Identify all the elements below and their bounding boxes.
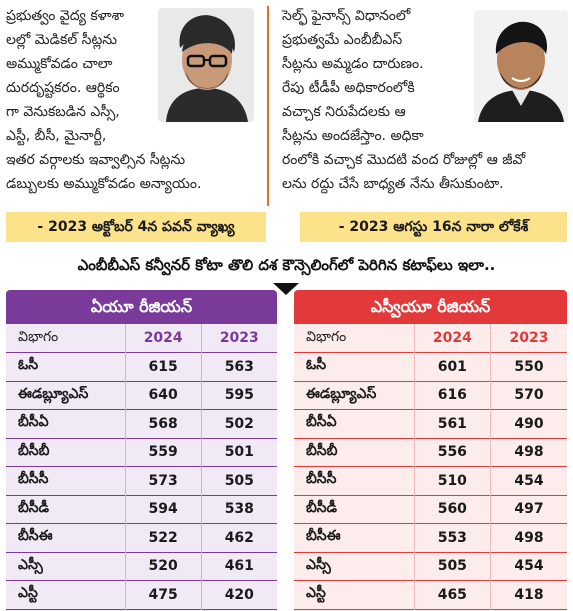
table-row (6, 410, 277, 439)
nara-lokesh-photo (474, 10, 568, 122)
table-row (6, 381, 277, 410)
cutoff-2023: 550 (514, 358, 544, 375)
au-cutoff-table (6, 324, 277, 610)
row-category: ఓసీ (294, 353, 414, 382)
row-category: బీసీడీ (6, 495, 125, 524)
table-row (6, 438, 277, 467)
cutoff-2024: 568 (125, 410, 201, 439)
row-category: బీసీఈ (6, 524, 125, 553)
table-row (294, 353, 567, 382)
cutoff-2024: 594 (125, 495, 201, 524)
cutoff-2023: 498 (514, 529, 544, 546)
table-header-row (294, 324, 567, 353)
table-header-row (6, 324, 277, 353)
cutoff-2024: 616 (414, 381, 490, 410)
row-category: ఎస్టీ (294, 581, 414, 610)
table-row (6, 467, 277, 496)
cutoff-2024: 505 (414, 552, 490, 581)
column-header-2023: 2023 (509, 330, 549, 346)
cutoff-2024: 475 (125, 581, 201, 610)
cutoff-2023: 595 (224, 387, 254, 404)
column-header-category: విభాగం (6, 324, 125, 353)
cutoff-2023: 501 (224, 444, 254, 461)
table-row (6, 524, 277, 553)
au-region-title: ఏయూ రీజియన్ (6, 290, 277, 324)
cutoff-2024: 465 (414, 581, 490, 610)
column-header-2024: 2024 (125, 324, 201, 353)
table-row (6, 552, 277, 581)
pawan-kalyan-photo (158, 8, 254, 122)
svu-region-panel (294, 290, 567, 611)
table-row (6, 581, 277, 610)
cutoff-2023: 490 (514, 415, 544, 432)
cutoff-2024: 640 (125, 381, 201, 410)
cutoff-2023: 563 (224, 358, 254, 375)
column-header-2024: 2024 (414, 324, 490, 353)
svu-region-body (294, 324, 567, 611)
quote-right: సెల్ఫ్ ఫైనాన్స్ విధానంలో ప్రభుత్వమే ఎంబీబీఎస్ సీట్లను అమ్మడం దారుణం. రేపు టీడీపీ అధికారంలోకి వచ్చాక నిరుపేదలకు ఆ సీట్లను అందజేస్తాం. అధికా రంలోకి వచ్చాక మొదటి వంద రోజుల్లో ఆ జీవో లను రద్దు చేసే బాధ్యత నేను తీసుకుంటా. (282, 8, 526, 192)
cutoff-2023: 461 (224, 558, 254, 575)
cutoff-2024: 520 (125, 552, 201, 581)
row-category: ఎస్సీ (6, 552, 125, 581)
headline: ఎంబీబీఎస్ కన్వీనర్ కోటా తొలి దశ కౌన్సెలింగ్‌లో పెరిగిన కటాఫ్‌లు ఇలా.. (77, 256, 496, 274)
row-category: ఓసీ (6, 353, 125, 382)
cutoff-2024: 559 (125, 438, 201, 467)
cutoff-2023: 497 (514, 501, 544, 518)
au-region-panel (6, 290, 277, 611)
portrait-right-icon (474, 10, 568, 122)
cutoff-2023: 502 (224, 415, 254, 432)
cutoff-2023: 505 (224, 472, 254, 489)
attribution-left: - 2023 అక్టోబర్ 4న పవన్ వ్యాఖ్య (6, 212, 266, 242)
table-row (294, 410, 567, 439)
row-category: బీసీసీ (294, 467, 414, 496)
cutoff-2023: 418 (514, 586, 544, 603)
cutoff-2023: 538 (224, 501, 254, 518)
row-category: బీసీఏ (6, 410, 125, 439)
cutoff-2023: 454 (514, 472, 544, 489)
table-row (6, 353, 277, 382)
row-category: బీసీబీ (6, 438, 125, 467)
cutoff-2024: 510 (414, 467, 490, 496)
portrait-left-icon (158, 8, 254, 122)
cutoff-2024: 560 (414, 495, 490, 524)
table-row (294, 495, 567, 524)
svu-cutoff-table (294, 324, 567, 610)
row-category: బీసీబీ (294, 438, 414, 467)
cutoff-2023: 454 (514, 558, 544, 575)
table-row (294, 381, 567, 410)
table-row (6, 495, 277, 524)
table-row (294, 524, 567, 553)
au-region-body (6, 324, 277, 611)
row-category: ఈడబ్ల్యూఎస్ (6, 381, 125, 410)
row-category: ఈడబ్ల్యూఎస్ (294, 381, 414, 410)
column-header-2023: 2023 (219, 330, 259, 346)
column-divider (267, 6, 269, 206)
cutoff-2024: 556 (414, 438, 490, 467)
quote-left: ప్రభుత్వం వైద్య కళాశా లల్లో మెడికల్ సీట్లను అమ్ముకోవడం చాలా దురదృష్టకరం. ఆర్థికం గా వెనుకబడిన ఎస్సీ, ఎస్టీ, బీసీ, మైనార్టీ, ఇతర వర్గాలకు ఇవ్వాల్సిన సీట్లను డబ్బులకు అమ్ముకోవడం అన్యాయం. (6, 8, 202, 192)
row-category: బీసీడీ (294, 495, 414, 524)
cutoff-2024: 522 (125, 524, 201, 553)
cutoff-2023: 420 (224, 586, 254, 603)
svu-region-title: ఎస్వీయూ రీజియన్ (294, 290, 567, 324)
row-category: బీసీఈ (294, 524, 414, 553)
attribution-right: - 2023 ఆగస్టు 16న నారా లోకేశ్ (300, 212, 567, 242)
row-category: బీసీసీ (6, 467, 125, 496)
cutoff-2024: 553 (414, 524, 490, 553)
row-category: ఎస్టీ (6, 581, 125, 610)
cutoff-2024: 573 (125, 467, 201, 496)
table-row (294, 438, 567, 467)
column-header-category: విభాగం (294, 324, 414, 353)
table-row (294, 552, 567, 581)
cutoff-2023: 498 (514, 444, 544, 461)
cutoff-2024: 601 (414, 353, 490, 382)
cutoff-2024: 561 (414, 410, 490, 439)
cutoff-2023: 570 (514, 387, 544, 404)
cutoff-2023: 462 (224, 529, 254, 546)
table-row (294, 581, 567, 610)
row-category: బీసీఏ (294, 410, 414, 439)
table-row (294, 467, 567, 496)
row-category: ఎస్సీ (294, 552, 414, 581)
cutoff-2024: 615 (125, 353, 201, 382)
